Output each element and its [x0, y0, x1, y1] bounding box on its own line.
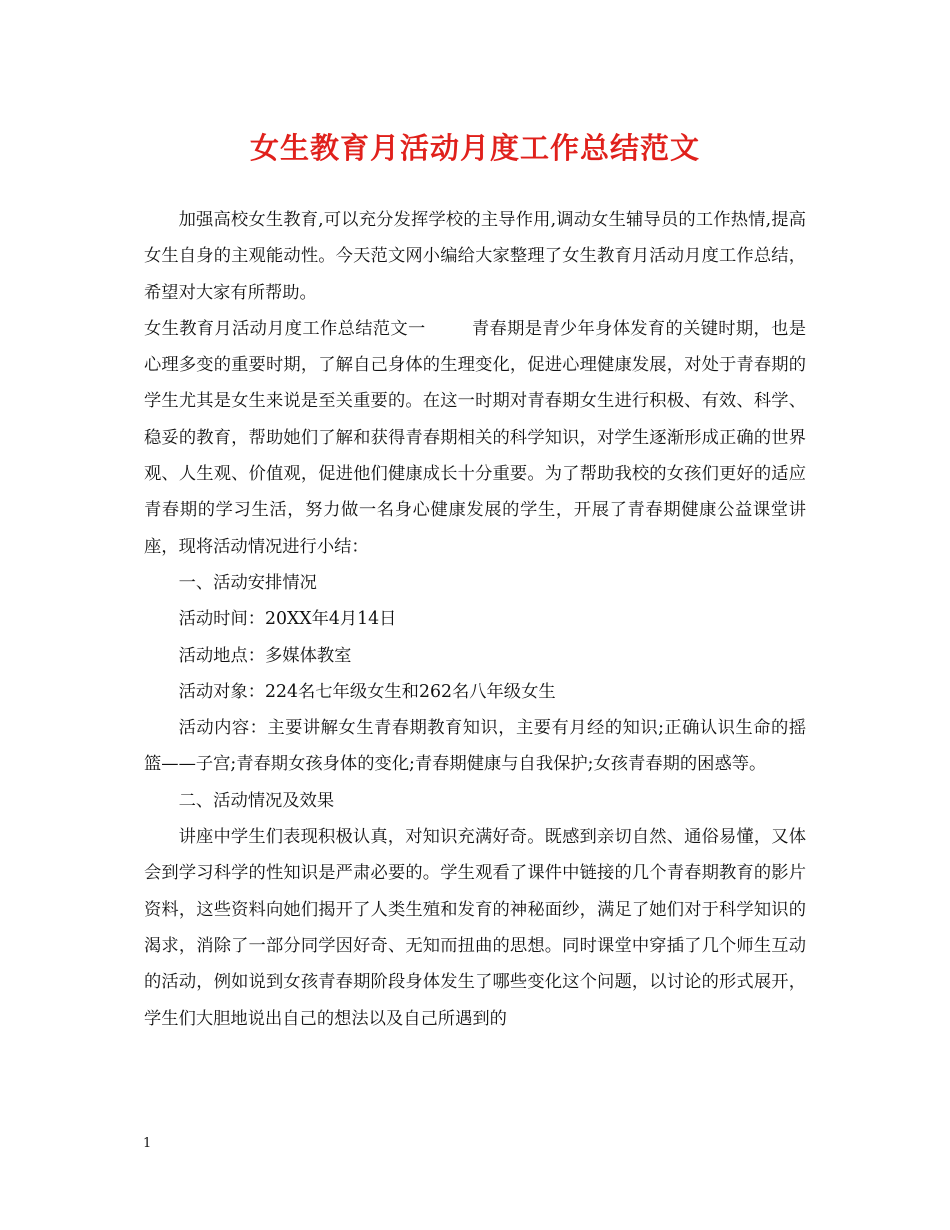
document-title: 女生教育月活动月度工作总结范文 [249, 131, 700, 165]
heading-arrangement: 一、活动安排情况 [178, 572, 317, 593]
section-one-body: 青春期是青少年身体发育的关键时期，也是心理多变的重要时期，了解自己身体的生理变化，促进心理健康发展，对处于青春期的学生尤其是女生来说是至关重要的。在这一时期对青春期女生进行积极、有效、科学、稳妥的教育，帮助她们了解和获得青春期相关的科学知识，对学生逐渐形成正确的世界观、人生观、价值观，促进他们健康成长十分重要。为了帮助我校的女孩们更好的适应青春期的学习生活，努力做一名身心健康发展的学生，开展了青春期健康公益课堂讲座，现将活动情况进行小结： [144, 318, 806, 557]
document-body [144, 202, 806, 1037]
activity-content: 活动内容：主要讲解女生青春期教育知识，主要有月经的知识;正确认识生命的摇篮——子宫;青春期女孩身体的变化;青春期健康与自我保护;女孩青春期的困惑等。 [144, 718, 806, 775]
section-one-heading: 女生教育月活动月度工作总结范文一 [144, 318, 426, 339]
page-number: 1 [143, 1136, 152, 1151]
activity-audience: 活动对象：224名七年级女生和262名八年级女生 [178, 681, 556, 702]
effects-paragraph: 讲座中学生们表现积极认真，对知识充满好奇。既感到亲切自然、通俗易懂，又体会到学习科学的性知识是严肃必要的。学生观看了课件中链接的几个青春期教育的影片资料，这些资料向她们揭开了人类生殖和发育的神秘面纱，满足了她们对于科学知识的渴求，消除了一部分同学因好奇、无知而扭曲的思想。同时课堂中穿插了几个师生互动的活动，例如说到女孩青春期阶段身体发生了哪些变化这个问题，以讨论的形式展开，学生们大胆地说出自己的想法以及自己所遇到的 [144, 827, 806, 1029]
heading-effects: 二、活动情况及效果 [178, 790, 335, 811]
intro-paragraph: 加强高校女生教育,可以充分发挥学校的主导作用,调动女生辅导员的工作热情,提高女生自身的主观能动性。今天范文网小编给大家整理了女生教育月活动月度工作总结，希望对大家有所帮助。 [144, 210, 806, 303]
activity-time: 活动时间：20XX年4月14日 [178, 609, 397, 630]
activity-place: 活动地点：多媒体教室 [178, 645, 352, 666]
section-one-paragraph [144, 311, 806, 565]
